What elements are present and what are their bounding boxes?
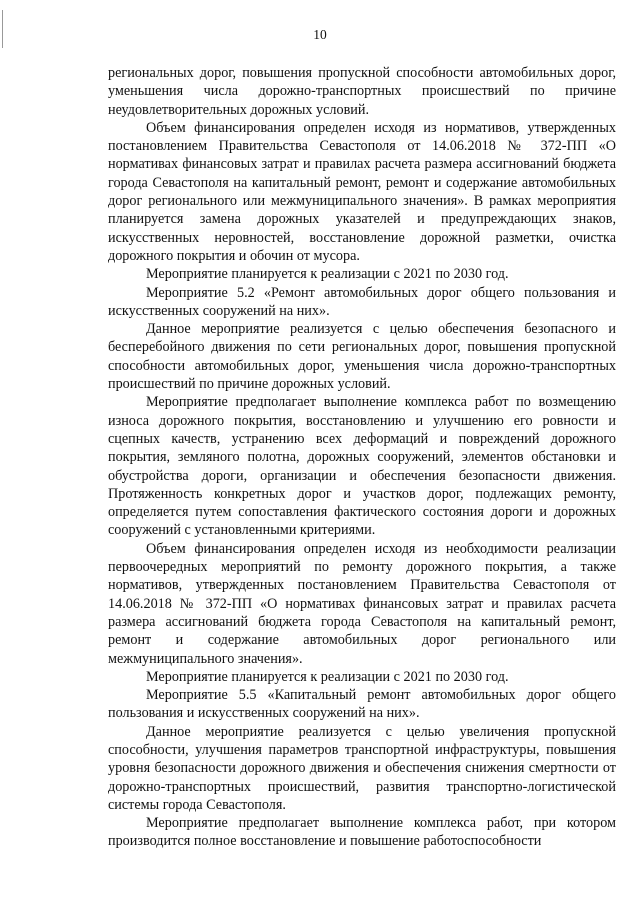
paragraph: Мероприятие планируется к реализации с 2021 по 2030 год. — [146, 668, 509, 685]
paragraph: Данное мероприятие реализуется с целью обеспечения безопасного и бесперебойного движения по сети региональных дорог, повышения пропускной способности автомобильных дорог, уменьшения числа дорожно-транспортных происшествий по причине дорожных условий. — [108, 321, 616, 393]
document-body — [108, 64, 616, 851]
paragraph: Мероприятие предполагает выполнение комплекса работ, при котором производится полное восстановление и повышение работоспособности — [108, 815, 616, 850]
page-number: 10 — [313, 27, 327, 42]
paragraph: Объем финансирования определен исходя из нормативов, утвержденных постановлением Правительства Севастополя от 14.06.2018 № 372-ПП «О нормативах финансовых затрат и правилах расчета размера ассигнований бюджета города Севастополя на капитальный ремонт, ремонт и содержание автомобильных дорог регионального или межмуниципального значения». В рамках мероприятия планируется замена дорожных указателей и предупреждающих знаков, искусственных неровностей, восстановление дорожной разметки, очистка дорожного покрытия и обочин от мусора. — [108, 119, 616, 264]
paragraph: Мероприятие планируется к реализации с 2021 по 2030 год. — [146, 266, 509, 283]
paragraph: Мероприятие 5.2 «Ремонт автомобильных дорог общего пользования и искусственных сооружений на них». — [108, 284, 616, 319]
paragraph: Мероприятие предполагает выполнение комплекса работ по возмещению износа дорожного покрытия, восстановлению и улучшению его ровности и сцепных качеств, устранению всех деформаций и повреждений дорожного покрытия, земляного полотна, дорожных сооружений, элементов обстановки и обустройства дороги, организации и обеспечения безопасности движения. Протяженность конкретных дорог и участков дорог, подлежащих ремонту, определяется путем сопоставления фактического состояния дороги и дорожных сооружений с установленными критериями. — [108, 394, 616, 539]
paragraph: Данное мероприятие реализуется с целью увеличения пропускной способности, улучшения параметров транспортной инфраструктуры, повышения уровня безопасности дорожного движения и обеспечения снижения смертности от дорожно-транспортных происшествий, развития транспортно-логистической системы города Севастополя. — [108, 723, 616, 813]
paragraph: Объем финансирования определен исходя из необходимости реализации первоочередных мероприятий по ремонту дорожного покрытия, а также нормативов, утвержденных постановлением Правительства Севастополя от 14.06.2018 № 372-ПП «О нормативах финансовых затрат и правилах расчета размера ассигнований бюджета города Севастополя на капитальный ремонт, ремонт и содержание автомобильных дорог регионального или межмуниципального значения». — [108, 540, 616, 667]
paragraph: региональных дорог, повышения пропускной способности автомобильных дорог, уменьшения числа дорожно-транспортных происшествий по причине неудовлетворительных дорожных условий. — [108, 65, 616, 118]
paragraph: Мероприятие 5.5 «Капитальный ремонт автомобильных дорог общего пользования и искусственных сооружений на них». — [108, 687, 616, 722]
